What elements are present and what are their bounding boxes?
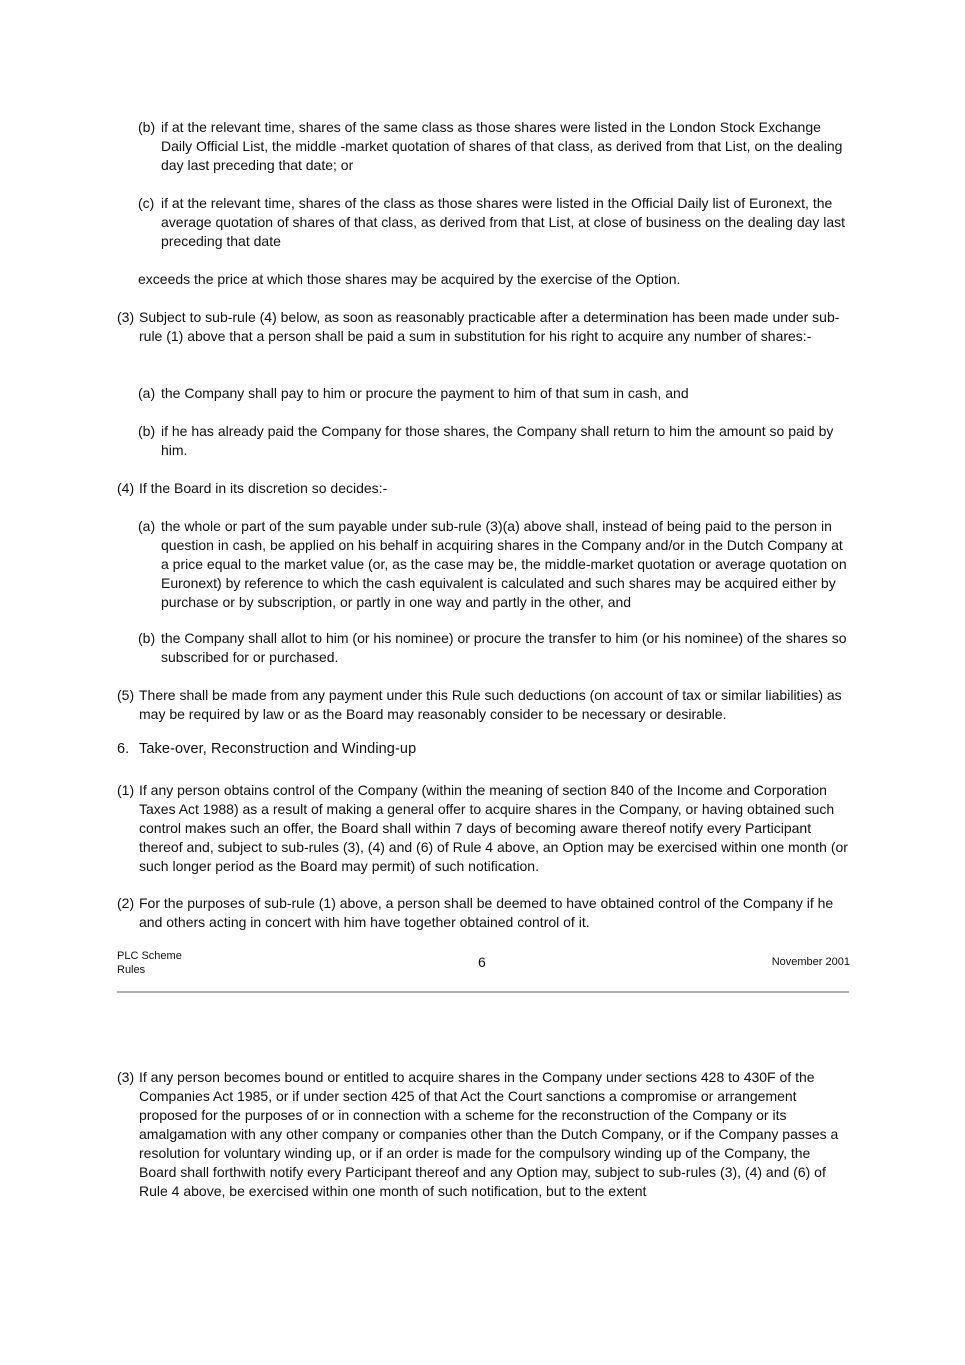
clause-text: Subject to sub-rule (4) below, as soon as reasonably practicable after a determination has been made under sub-rule (1) above that a person shall be paid a sum in substitution for his right to acquire any number of shares:- bbox=[139, 309, 840, 344]
clause-label: (c) bbox=[138, 195, 155, 211]
clause-label: (4) bbox=[117, 480, 135, 496]
clause-text: If the Board in its discretion so decides:- bbox=[139, 480, 388, 496]
sub-rule-3 bbox=[117, 308, 850, 346]
section-number: 6. bbox=[117, 741, 130, 757]
clause-label: (b) bbox=[138, 119, 156, 135]
section-6-sub-rule-2 bbox=[117, 894, 850, 932]
clause-label: (5) bbox=[117, 687, 135, 703]
section-6-sub-rule-3 bbox=[117, 1068, 850, 1201]
clause-text: the whole or part of the sum payable under sub-rule (3)(a) above shall, instead of being paid to the person in question in cash, be applied on his behalf in acquiring shares in the Company and/or in the Dutch Company at a price equal to the market value (or, as the case may be, the middle-market quotation or average quotation on Euronext) by reference to which the cash equivalent is calculated and such shares may be acquired either by purchase or by subscription, or partly in one way and partly in the other, and bbox=[161, 518, 847, 610]
footer-divider bbox=[117, 991, 849, 993]
clause-text: if at the relevant time, shares of the same class as those shares were listed in the London Stock Exchange Daily Official List, the middle -market quotation of shares of that class, as derived from that List, on the dealing day last preceding that date; or bbox=[161, 119, 843, 173]
clause-text: the Company shall allot to him (or his nominee) or procure the transfer to him (or his nominee) of the shares so subscribed for or purchased. bbox=[161, 630, 847, 665]
clause-label: (2) bbox=[117, 895, 135, 911]
clause-c-listed-euronext bbox=[138, 194, 850, 251]
section-heading bbox=[117, 741, 416, 757]
sub-rule-5 bbox=[117, 686, 850, 724]
continuation-paragraph bbox=[138, 270, 850, 289]
clause-text: For the purposes of sub-rule (1) above, a person shall be deemed to have obtained control of the Company if he and others acting in concert with him have together obtained control of it. bbox=[139, 895, 834, 930]
clause-label: (1) bbox=[117, 782, 135, 798]
clause-b-listed-lse bbox=[138, 118, 850, 175]
section-title: Take-over, Reconstruction and Winding-up bbox=[139, 741, 417, 757]
clause-label: (a) bbox=[138, 385, 156, 401]
clause-text: if he has already paid the Company for those shares, the Company shall return to him the amount so paid by him. bbox=[161, 423, 834, 458]
section-6-sub-rule-1 bbox=[117, 781, 850, 876]
clause-text: If any person obtains control of the Company (within the meaning of section 840 of the Income and Corporation Taxes Act 1988) as a result of making a general offer to acquire shares in the Company, or having obtained such control makes such an offer, the Board shall within 7 days of becoming aware thereof notify every Participant thereof and, subject to sub-rules (3), (4) and (6) of Rule 4 above, an Option may be exercised within one month (or such longer period as the Board may permit) of such notification. bbox=[139, 782, 848, 874]
clause-text: If any person becomes bound or entitled to acquire shares in the Company under sections 428 to 430F of the Companies Act 1985, or if under section 425 of that Act the Court sanctions a compromise or arrangement proposed for the purposes of or in connection with a scheme for the reconstruction of the Company or its amalgamation with any other company or companies other than the Dutch Company, or if the Company passes a resolution for voluntary winding up, or if an order is made for the compulsory winding up of the Company, the Board shall forthwith notify every Participant thereof and any Option may, subject to sub-rules (3), (4) and (6) of Rule 4 above, be exercised within one month of such notification, but to the extent bbox=[139, 1069, 839, 1199]
clause-label: (b) bbox=[138, 630, 156, 646]
footer-document-name bbox=[117, 949, 207, 977]
footer-date: November 2001 bbox=[771, 956, 850, 968]
paragraph-text: exceeds the price at which those shares may be acquired by the exercise of the Option. bbox=[138, 271, 681, 287]
clause-text: the Company shall pay to him or procure the payment to him of that sum in cash, and bbox=[161, 385, 689, 401]
sub-rule-3-a bbox=[138, 384, 850, 403]
clause-label: (a) bbox=[138, 518, 156, 534]
footer-line: PLC Scheme bbox=[117, 950, 182, 962]
sub-rule-4-a bbox=[138, 517, 850, 612]
clause-label: (3) bbox=[117, 1069, 135, 1085]
page-number: 6 bbox=[478, 954, 486, 970]
sub-rule-4-b bbox=[138, 629, 850, 667]
clause-label: (3) bbox=[117, 309, 135, 325]
sub-rule-4 bbox=[117, 479, 850, 498]
clause-text: There shall be made from any payment under this Rule such deductions (on account of tax or similar liabilities) as may be required by law or as the Board may reasonably consider to be necessary or desirable. bbox=[139, 687, 842, 722]
footer-line: Rules bbox=[117, 964, 146, 976]
sub-rule-3-b bbox=[138, 422, 850, 460]
clause-text: if at the relevant time, shares of the class as those shares were listed in the Official Daily list of Euronext, the average quotation of shares of that class, as derived from that List, at close of business on the dealing day last preceding that date bbox=[161, 195, 846, 249]
clause-label: (b) bbox=[138, 423, 156, 439]
